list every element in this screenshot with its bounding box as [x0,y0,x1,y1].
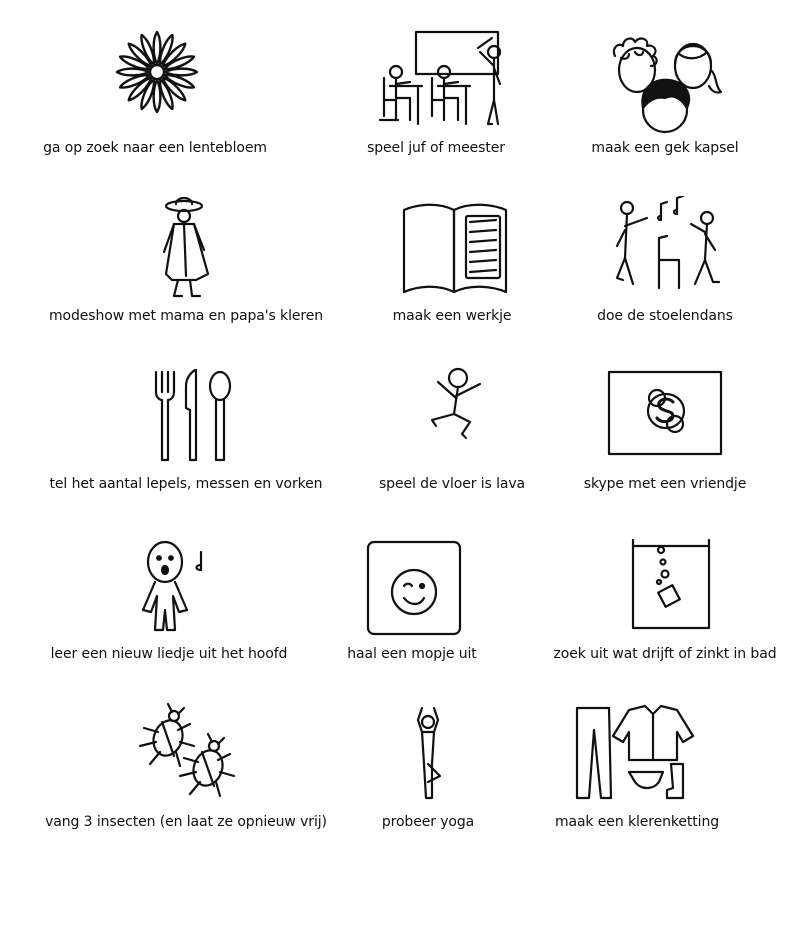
activity-card [535,28,795,198]
winking-face-icon [342,534,482,644]
activity-label: haal een mopje uit [347,646,477,662]
activity-label: speel de vloer is lava [378,476,526,492]
beetles-icon [116,702,256,812]
activity-card [25,28,285,198]
hairstyles-icon [595,28,735,138]
activity-card [306,28,566,198]
musical-chairs-icon [595,196,735,306]
activity-label: skype met een vriendje [583,476,747,492]
flower-icon [85,28,225,138]
activity-card [535,534,795,704]
activity-label: probeer yoga [381,814,475,830]
activity-card [39,534,299,704]
singing-person-icon [99,534,239,644]
activity-label: modeshow met mama en papa's kleren [48,308,324,324]
activity-label: ga op zoek naar een lentebloem [43,140,267,156]
activity-label: maak een gek kapsel [591,140,739,156]
activity-card [507,702,767,872]
activity-label: maak een klerenketting [554,814,720,830]
workbook-icon [382,196,522,306]
activity-label: vang 3 insecten (en laat ze opnieuw vrij) [45,814,327,830]
activity-label: speel juf of meester [367,140,505,156]
clothes-icon [567,702,707,812]
activity-card [535,196,795,366]
activity-label: maak een werkje [392,308,512,324]
activity-card [49,364,323,534]
activity-label: leer een nieuw liedje uit het hoofd [50,646,288,662]
activity-card [48,196,324,366]
jumping-person-icon [382,364,522,474]
sinking-object-icon [595,534,735,644]
activity-label: zoek uit wat drijft of zinkt in bad [553,646,777,662]
activity-card [535,364,795,534]
skype-icon [595,364,735,474]
activity-card [45,702,327,872]
activity-card [282,534,542,704]
activity-label: tel het aantal lepels, messen en vorken [49,476,323,492]
activity-label: doe de stoelendans [597,308,733,324]
classroom-teacher-icon [366,28,506,138]
cutlery-icon [116,364,256,474]
yoga-pose-icon [358,702,498,812]
fashion-show-icon [116,196,256,306]
